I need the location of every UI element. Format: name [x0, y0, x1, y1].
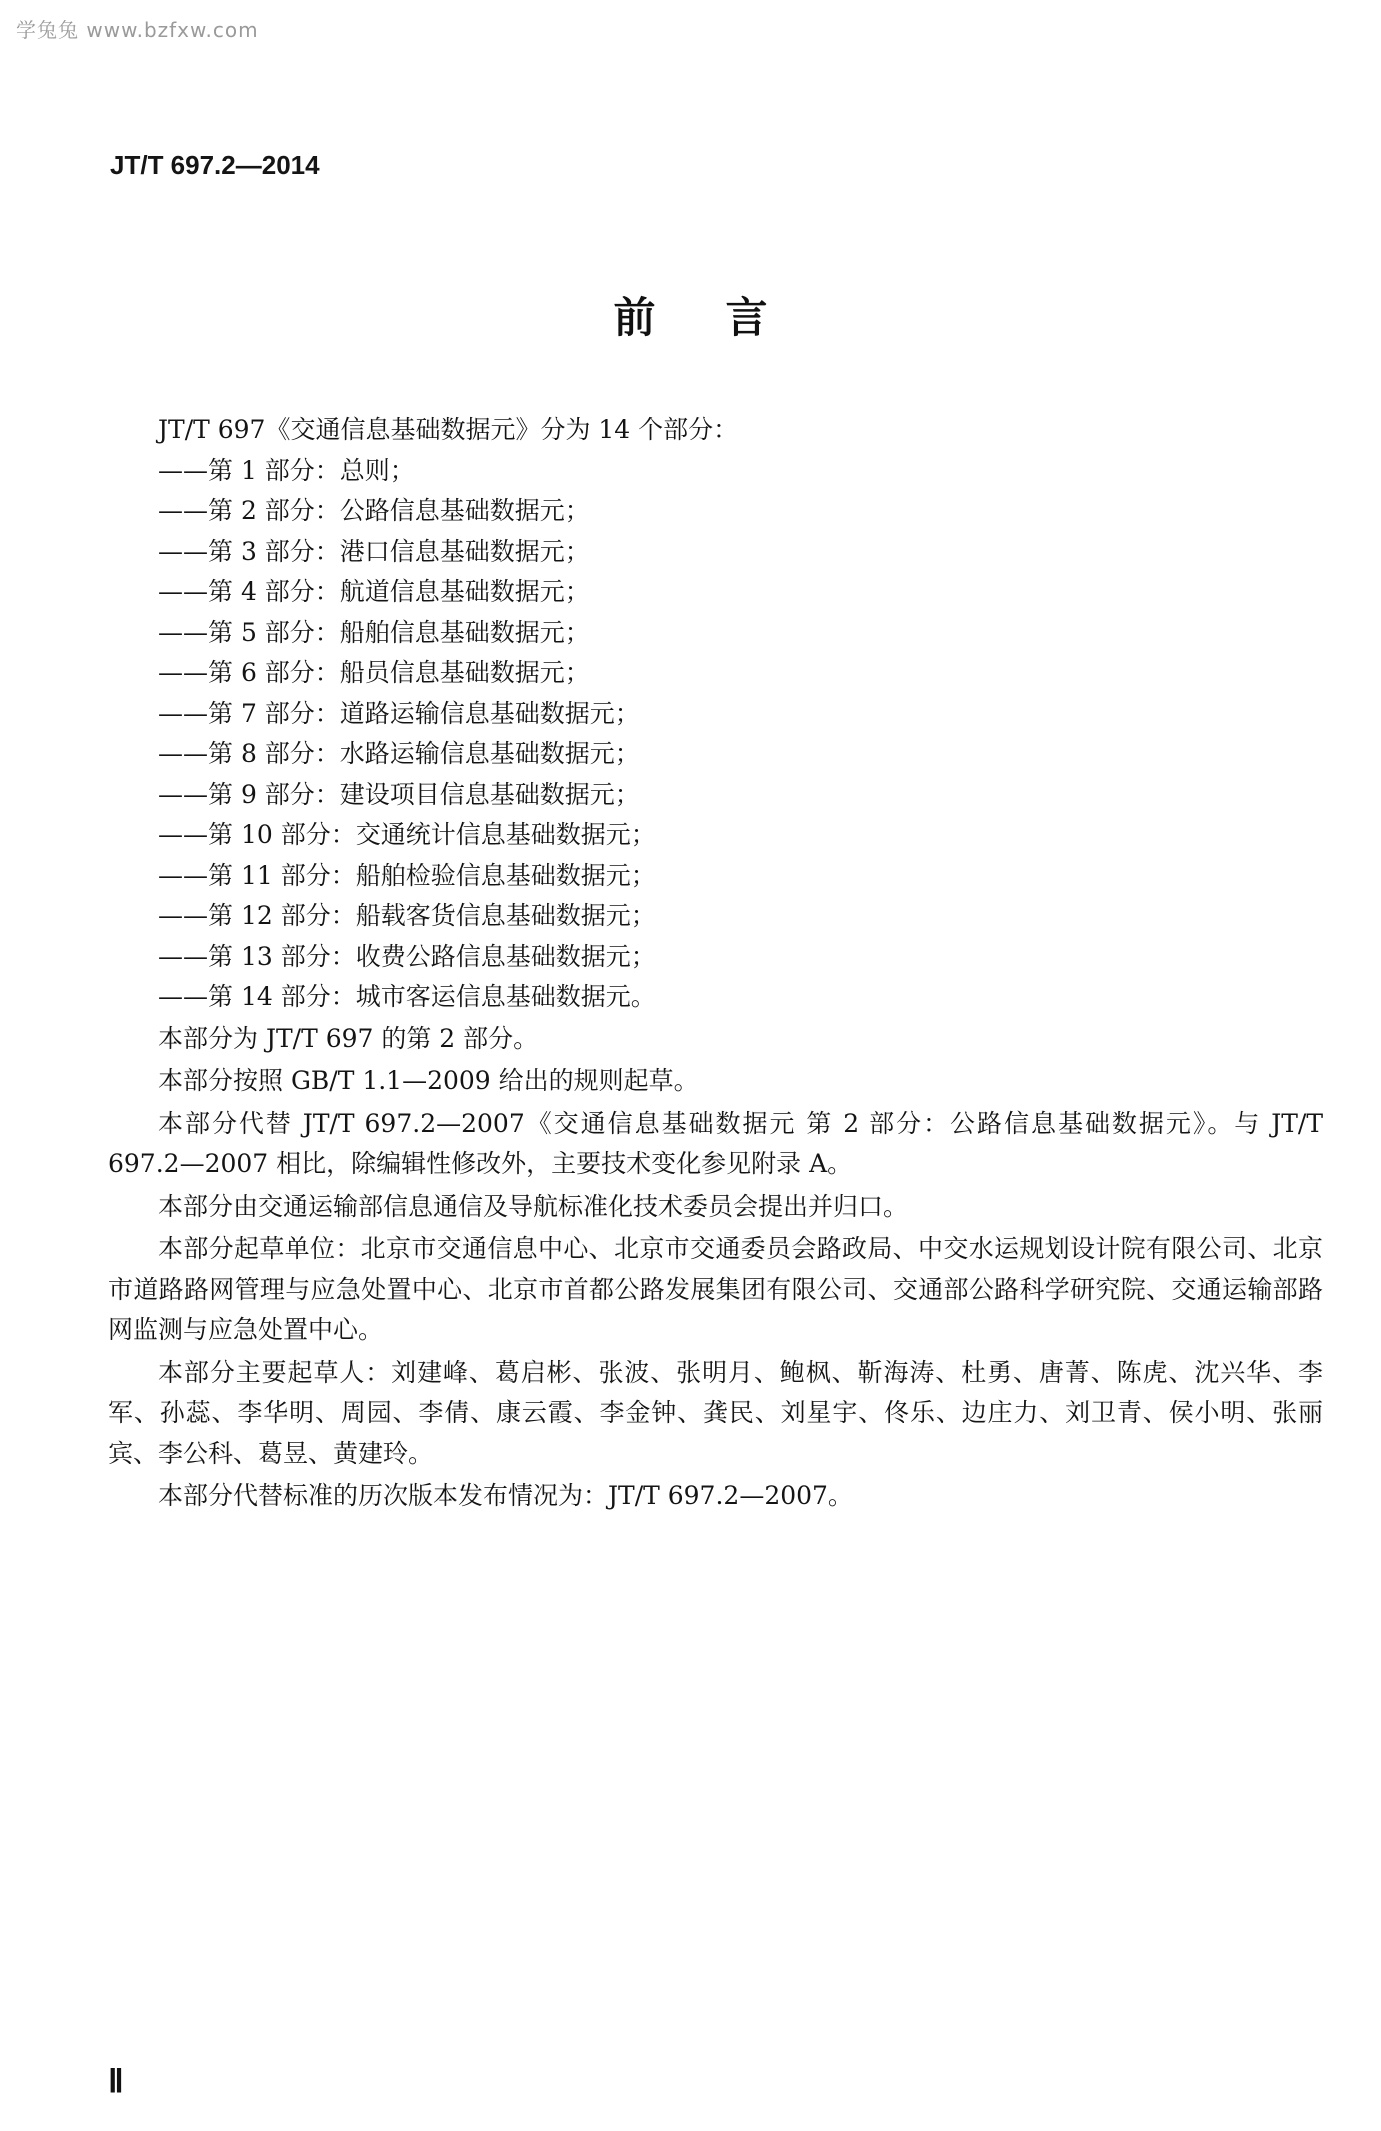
parts-list	[108, 451, 1323, 1018]
paragraph: 本部分主要起草人：刘建峰、葛启彬、张波、张明月、鲍枫、靳海涛、杜勇、唐菁、陈虎、沈兴华、李军、孙蕊、李华明、周园、李倩、康云霞、李金钟、龚民、刘星宇、佟乐、边庄力、刘卫青、侯小明、张丽宾、李公科、葛昱、黄建玲。	[108, 1357, 1323, 1468]
intro-text: JT/T 697《交通信息基础数据元》分为 14 个部分：	[158, 415, 739, 444]
paragraph: 本部分按照 GB/T 1.1—2009 给出的规则起草。	[158, 1066, 699, 1095]
list-item: ——第 10 部分：交通统计信息基础数据元；	[158, 820, 656, 849]
list-item: ——第 7 部分：道路运输信息基础数据元；	[158, 698, 640, 728]
document-body	[108, 410, 1323, 1517]
watermark-text: 学兔兔 www.bzfxw.com	[16, 18, 259, 42]
page-number: Ⅱ	[108, 2063, 124, 2099]
list-item: ——第 9 部分：建设项目信息基础数据元；	[158, 779, 640, 809]
paragraph: 本部分代替标准的历次版本发布情况为：JT/T 697.2—2007。	[158, 1481, 853, 1510]
paragraph: 本部分由交通运输部信息通信及导航标准化技术委员会提出并归口。	[158, 1191, 909, 1221]
list-item: ——第 1 部分：总则；	[158, 455, 415, 485]
paragraph: 本部分代替 JT/T 697.2—2007《交通信息基础数据元 第 2 部分：公路信息基础数据元》。与 JT/T 697.2—2007 相比，除编辑性修改外，主要技术变化参见附录 A。	[108, 1108, 1323, 1178]
standard-code: JT/T 697.2—2014	[110, 150, 320, 180]
list-item: ——第 5 部分：船舶信息基础数据元；	[158, 617, 590, 647]
list-item: ——第 3 部分：港口信息基础数据元；	[158, 536, 590, 566]
list-item: ——第 11 部分：船舶检验信息基础数据元；	[158, 860, 656, 890]
paragraph: 本部分起草单位：北京市交通信息中心、北京市交通委员会路政局、中交水运规划设计院有限公司、北京市道路路网管理与应急处置中心、北京市首都公路发展集团有限公司、交通部公路科学研究院、交通运输部路网监测与应急处置中心。	[108, 1234, 1323, 1344]
list-item: ——第 12 部分：船载客货信息基础数据元；	[158, 901, 656, 930]
list-item: ——第 2 部分：公路信息基础数据元；	[158, 496, 590, 525]
paragraph: 本部分为 JT/T 697 的第 2 部分。	[158, 1023, 539, 1053]
page-title: 前言	[613, 293, 838, 342]
list-item: ——第 6 部分：船员信息基础数据元；	[158, 658, 590, 687]
list-item: ——第 14 部分：城市客运信息基础数据元。	[158, 982, 656, 1011]
list-item: ——第 13 部分：收费公路信息基础数据元；	[158, 941, 656, 971]
list-item: ——第 8 部分：水路运输信息基础数据元；	[158, 739, 640, 768]
list-item: ——第 4 部分：航道信息基础数据元；	[158, 577, 590, 606]
